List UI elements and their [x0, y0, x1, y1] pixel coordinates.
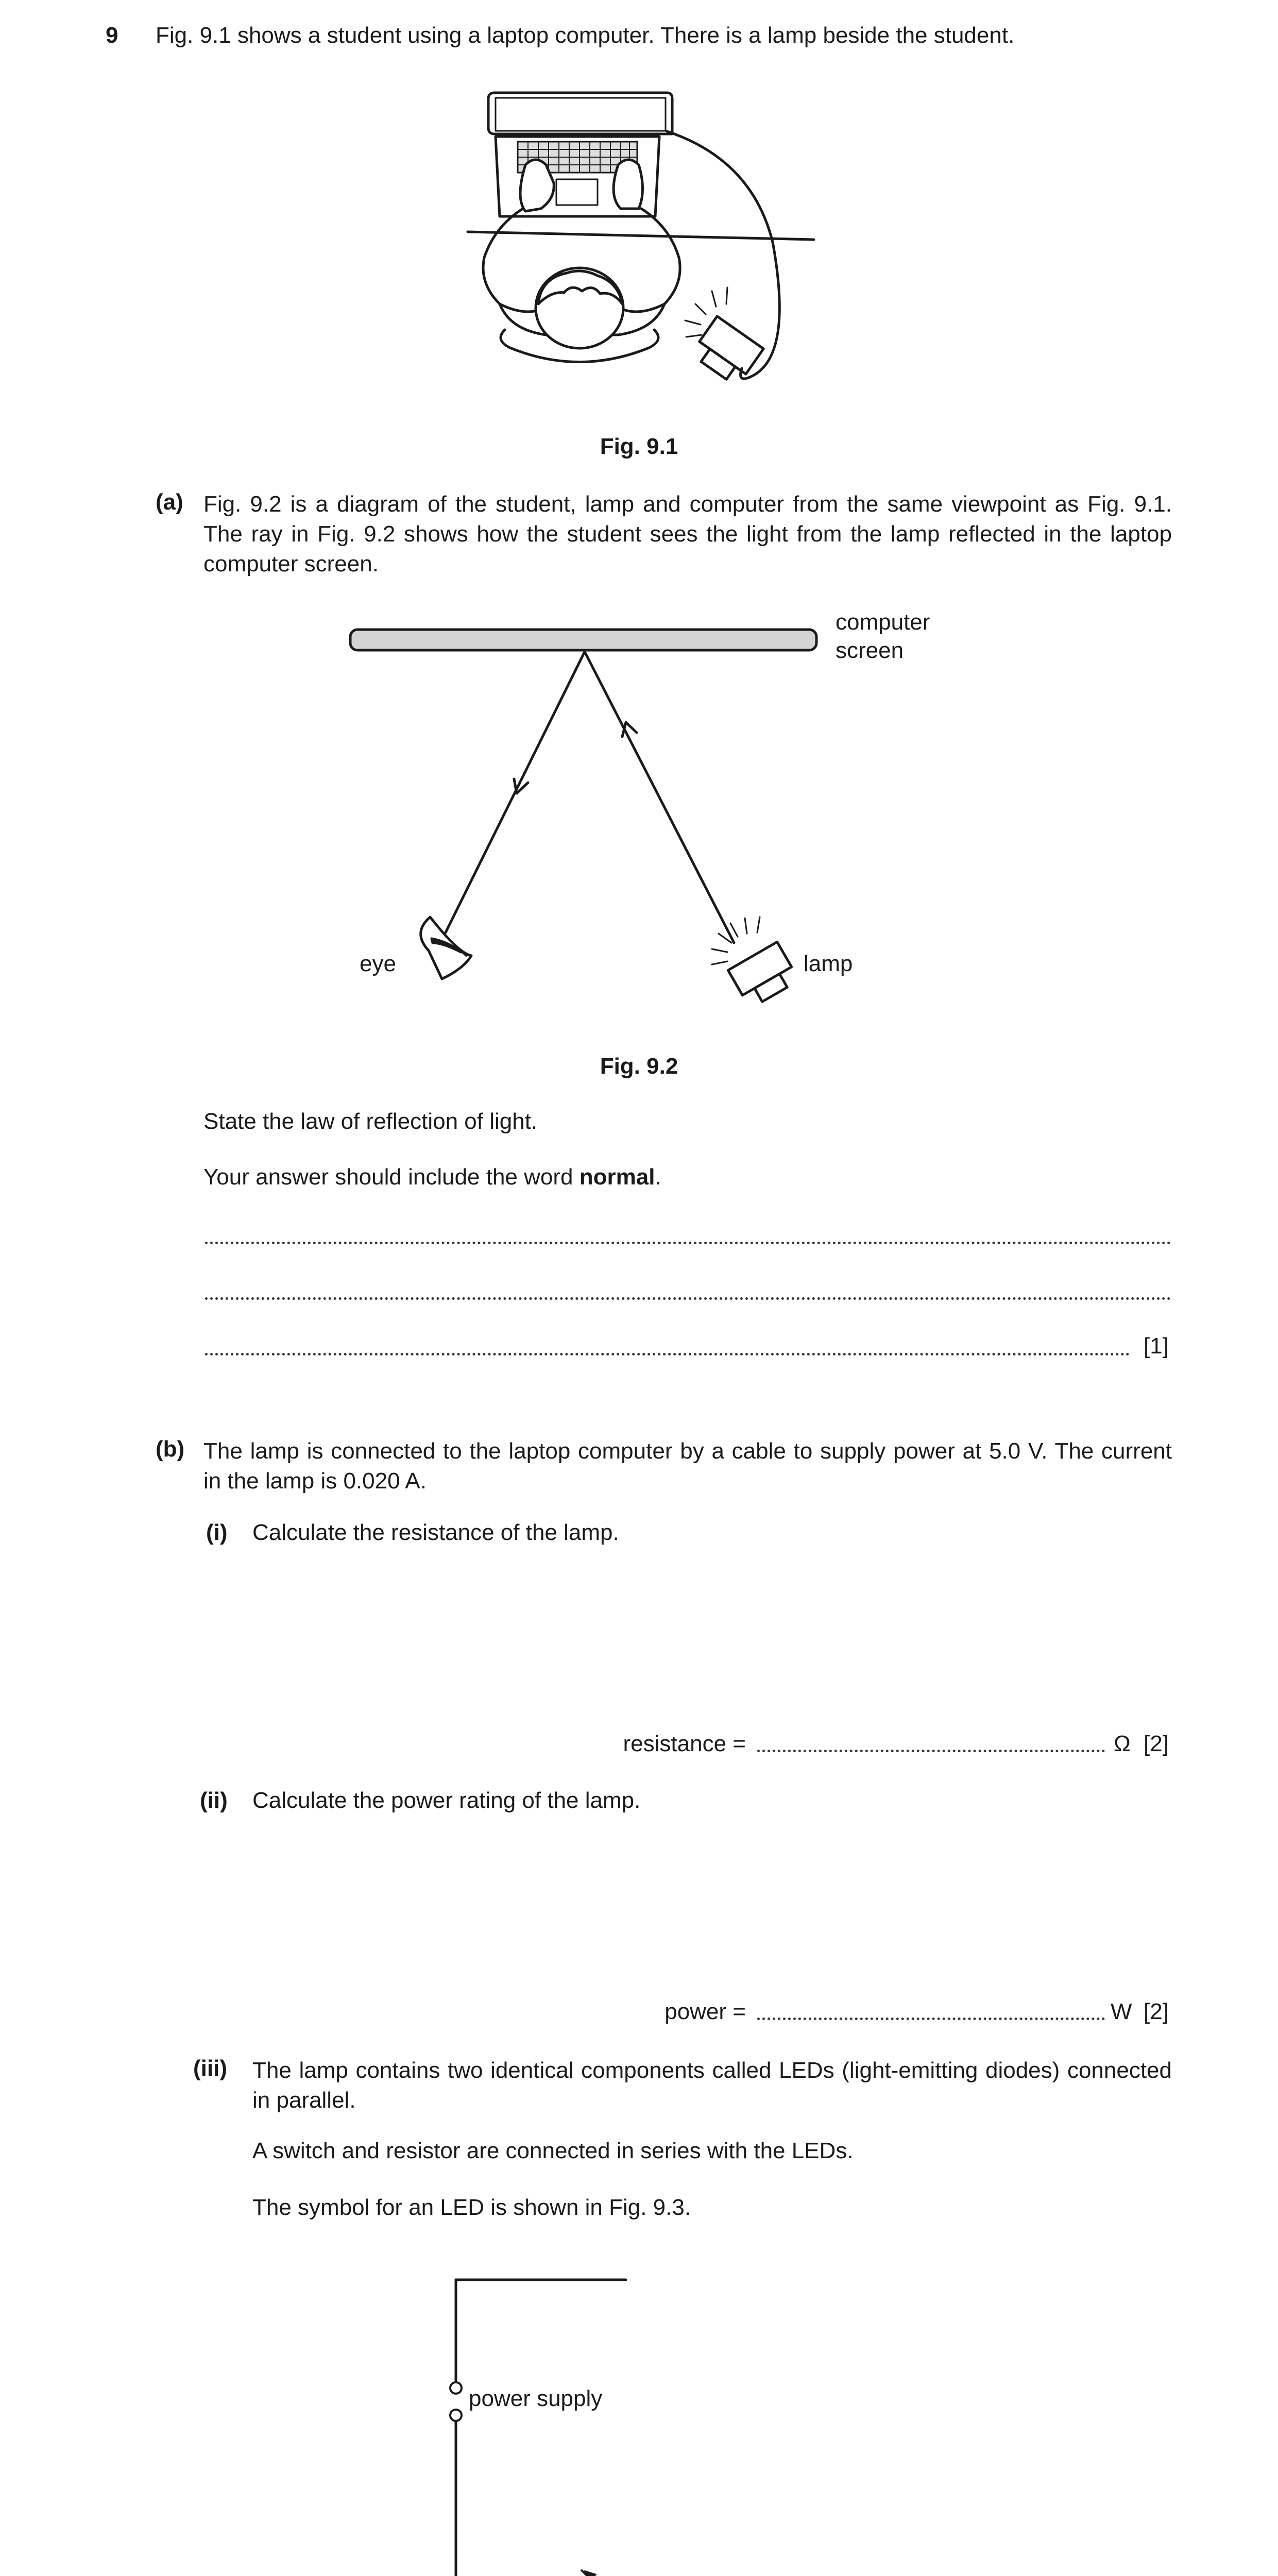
part-b-i-label: (i): [206, 1520, 228, 1545]
power-terminal-bottom: [450, 2410, 462, 2421]
part-b-iii-text2: A switch and resistor are connected in series with the LEDs.: [252, 2138, 854, 2163]
part-b-iii-text1: The lamp contains two identical components called LEDs (light-emitting diodes) connected in parallel.: [252, 2058, 1172, 2113]
part-a-text: Fig. 9.2 is a diagram of the student, lamp and computer from the same viewpoint as Fig. 9.1. The ray in Fig. 9.2 shows how the student sees the light from the lamp reflected in the laptop computer screen.: [203, 492, 1172, 577]
part-b-i-text: Calculate the resistance of the lamp.: [252, 1520, 619, 1545]
fig-9-1-caption: Fig. 9.1: [600, 434, 678, 459]
keyword-normal: normal: [579, 1164, 655, 1190]
fig-9-2-caption: Fig. 9.2: [600, 1054, 678, 1079]
power-unit: W: [1111, 1999, 1132, 2024]
part-b-ii-label: (ii): [200, 1788, 228, 1813]
part-b-i-marks: [2]: [1144, 1731, 1169, 1756]
part-a-marks: [1]: [1144, 1333, 1169, 1359]
part-a-hint: Your answer should include the word normal.: [203, 1164, 661, 1190]
part-a-instruction: State the law of reflection of light.: [203, 1109, 538, 1134]
power-terminal-top: [450, 2382, 462, 2394]
part-b-iii-label: (iii): [193, 2056, 227, 2081]
part-b-ii-text: Calculate the power rating of the lamp.: [252, 1788, 641, 1813]
question-intro: Fig. 9.1 shows a student using a laptop computer. There is a lamp beside the student.: [156, 23, 1015, 48]
label-lamp: lamp: [804, 951, 853, 976]
part-b-ii-marks: [2]: [1144, 1999, 1169, 2024]
label-screen: screen: [836, 638, 904, 663]
label-power-supply: power supply: [469, 2386, 603, 2411]
part-b-text: The lamp is connected to the laptop computer by a cable to supply power at 5.0 V. The current in the lamp is 0.020 A.: [203, 1438, 1172, 1494]
label-computer: computer: [836, 609, 930, 635]
part-a-label: (a): [156, 489, 183, 515]
power-label: power =: [664, 1999, 746, 2024]
label-eye: eye: [360, 951, 396, 976]
resistance-unit: Ω: [1114, 1731, 1131, 1756]
resistance-label: resistance =: [623, 1731, 746, 1756]
part-b-label: (b): [156, 1436, 185, 1462]
led-symbol: [581, 2570, 636, 2576]
part-b-iii-text3: The symbol for an LED is shown in Fig. 9.3.: [252, 2195, 691, 2220]
question-number: 9: [106, 23, 118, 48]
